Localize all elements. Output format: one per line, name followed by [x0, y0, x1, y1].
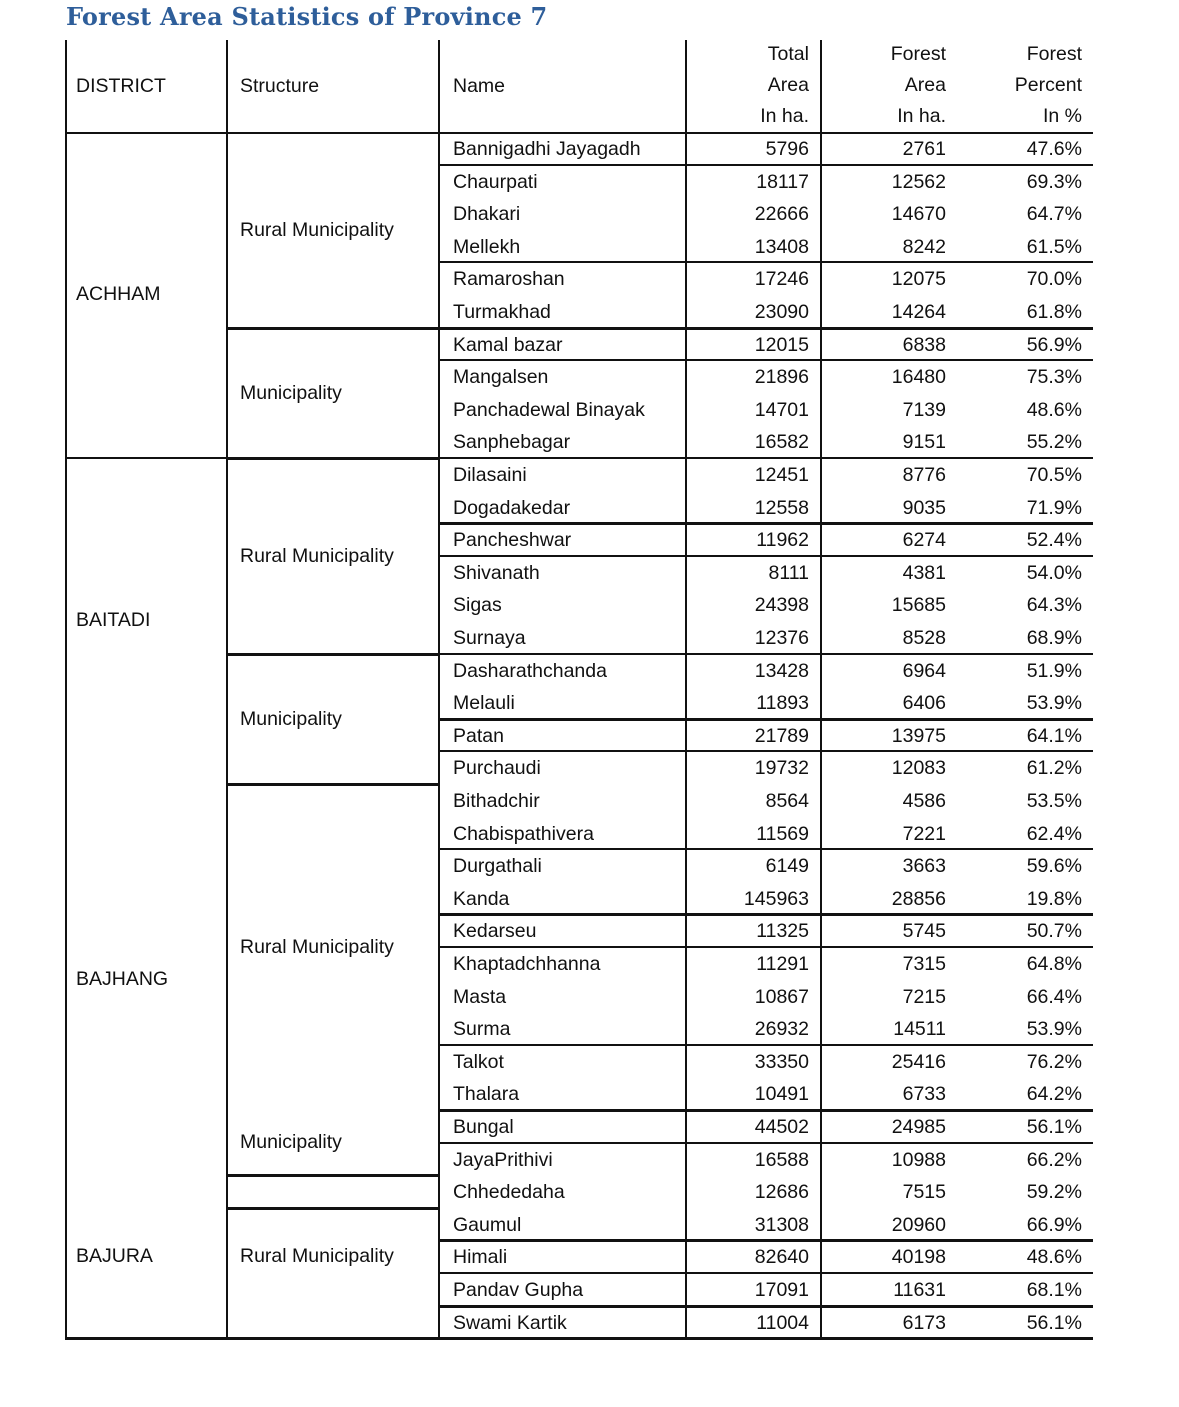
total-area-value: 8111 [768, 561, 809, 584]
column-rule-structure [226, 40, 228, 1338]
forest-area-value: 14511 [893, 1018, 946, 1041]
municipality-name: Ramaroshan [453, 268, 565, 291]
total-area-value: 10491 [754, 1083, 809, 1106]
forest-area-value: 12083 [891, 757, 946, 780]
forest-percent-value: 48.6% [1026, 398, 1082, 421]
municipality-name: Panchadewal Binayak [453, 398, 645, 421]
total-area-value: 44502 [754, 1116, 809, 1138]
forest-percent-value: 64.1% [1026, 724, 1082, 747]
municipality-name: Dilasaini [453, 464, 527, 486]
forest-area-value: 6274 [902, 529, 946, 552]
forest-area-value: 8242 [902, 235, 946, 258]
total-area-value: 22666 [754, 203, 809, 226]
total-area-value: 21789 [754, 724, 809, 747]
forest-percent-value: 68.1% [1026, 1279, 1082, 1301]
total-area-value: 17091 [754, 1279, 809, 1301]
total-area-value: 26932 [754, 1018, 809, 1041]
forest-area-value: 9151 [902, 431, 946, 454]
forest-percent-value: 53.9% [1026, 692, 1082, 715]
total-area-value: 18117 [756, 170, 809, 193]
total-area-value: 11004 [756, 1311, 809, 1334]
forest-area-value: 7221 [902, 822, 946, 845]
total-area-value: 13408 [754, 235, 809, 258]
forest-area-value: 28856 [891, 887, 946, 910]
forest-percent-value: 55.2% [1026, 431, 1082, 454]
total-area-value: 11569 [756, 822, 809, 845]
total-area-value: 11291 [756, 953, 809, 975]
total-area-value: 23090 [754, 301, 809, 323]
forest-percent-value: 76.2% [1026, 1050, 1082, 1073]
forest-area-value: 25416 [891, 1050, 946, 1073]
municipality-name: Talkot [453, 1050, 504, 1073]
municipality-name: Pandav Gupha [453, 1279, 584, 1301]
forest-area-value: 4381 [902, 561, 946, 584]
district-label: BAJHANG [76, 968, 169, 990]
forest-area-value: 6838 [902, 333, 946, 356]
total-area-value: 8564 [765, 790, 809, 812]
header-forest-area-line2: Area [904, 74, 946, 96]
header-structure: Structure [240, 75, 320, 97]
district-label: BAITADI [76, 609, 151, 631]
municipality-name: Thalara [453, 1083, 520, 1106]
forest-area-value: 40198 [891, 1246, 946, 1269]
municipality-name: Bungal [453, 1116, 514, 1138]
forest-area-value: 11631 [893, 1279, 946, 1301]
total-area-value: 11962 [756, 529, 809, 552]
structure-label: Rural Municipality [240, 219, 394, 241]
forest-area-value: 20960 [891, 1213, 946, 1236]
municipality-name: Surnaya [453, 627, 526, 649]
structure-rule [226, 1207, 438, 1210]
forest-area-value: 15685 [891, 594, 946, 617]
forest-percent-value: 47.6% [1026, 138, 1082, 160]
forest-percent-value: 66.9% [1026, 1213, 1082, 1236]
forest-area-value: 2761 [902, 138, 946, 160]
district-label: BAJURA [76, 1245, 153, 1267]
header-district: DISTRICT [76, 75, 166, 97]
municipality-name: Bithadchir [453, 790, 540, 812]
forest-percent-value: 50.7% [1026, 920, 1082, 943]
column-rule-left [65, 40, 67, 1338]
total-area-value: 21896 [754, 366, 809, 389]
municipality-name: Swami Kartik [453, 1311, 567, 1334]
structure-label: Municipality [240, 382, 342, 404]
structure-rule [226, 653, 438, 656]
forest-percent-value: 56.1% [1026, 1311, 1082, 1334]
forest-percent-value: 59.6% [1026, 855, 1082, 878]
forest-area-value: 13975 [891, 724, 946, 747]
forest-area-value: 7139 [902, 398, 946, 421]
total-area-value: 6149 [765, 855, 809, 878]
forest-percent-value: 61.2% [1026, 757, 1082, 780]
total-area-value: 17246 [754, 268, 809, 291]
district-label: ACHHAM [76, 283, 161, 305]
total-area-value: 31308 [754, 1213, 809, 1236]
forest-area-value: 14670 [891, 203, 946, 226]
municipality-name: Chabispathivera [453, 822, 594, 845]
total-area-value: 145963 [743, 887, 809, 910]
forest-percent-value: 66.4% [1026, 985, 1082, 1008]
municipality-name: Masta [453, 985, 507, 1008]
municipality-name: Pancheshwar [453, 529, 572, 552]
total-area-value: 16582 [754, 431, 809, 454]
header-forest-percent-line1: Forest [1026, 43, 1082, 65]
municipality-name: Mangalsen [453, 366, 549, 389]
forest-area-value: 6173 [902, 1311, 946, 1334]
municipality-name: Sigas [453, 594, 502, 617]
forest-area-value: 12075 [891, 268, 946, 291]
forest-percent-value: 70.0% [1026, 268, 1082, 291]
forest-percent-value: 68.9% [1026, 627, 1082, 649]
forest-percent-value: 66.2% [1026, 1148, 1082, 1171]
municipality-name: Durgathali [453, 855, 542, 878]
structure-label: Municipality [240, 708, 342, 730]
forest-percent-value: 52.4% [1026, 529, 1082, 552]
forest-area-value: 6733 [902, 1083, 946, 1106]
municipality-name: Shivanath [453, 561, 540, 584]
forest-percent-value: 61.5% [1026, 235, 1082, 258]
forest-area-value: 10988 [891, 1148, 946, 1171]
header-total-area-line1: Total [767, 43, 809, 65]
forest-area-value: 4586 [902, 790, 946, 812]
total-area-value: 12376 [754, 627, 809, 649]
forest-area-value: 8528 [902, 627, 946, 649]
forest-area-value: 8776 [902, 464, 946, 486]
forest-area-value: 5745 [902, 920, 946, 943]
forest-percent-value: 75.3% [1026, 366, 1082, 389]
structure-rule [226, 783, 438, 786]
total-area-value: 24398 [754, 594, 809, 617]
structure-rule [226, 327, 438, 330]
forest-percent-value: 64.8% [1026, 953, 1082, 975]
municipality-name: Dogadakedar [453, 496, 571, 519]
municipality-name: Mellekh [453, 235, 521, 258]
municipality-name: Surma [453, 1018, 511, 1041]
municipality-name: Chaurpati [453, 170, 538, 193]
total-area-value: 19732 [754, 757, 809, 780]
total-area-value: 11893 [756, 692, 809, 715]
header-forest-area-line3: In ha. [897, 105, 946, 127]
forest-percent-value: 71.9% [1026, 496, 1082, 519]
header-forest-percent-line2: Percent [1014, 74, 1082, 96]
forest-percent-value: 48.6% [1026, 1246, 1082, 1269]
municipality-name: Himali [453, 1246, 508, 1269]
forest-area-value: 16480 [891, 366, 946, 389]
structure-label: Rural Municipality [240, 936, 394, 958]
forest-area-value: 14264 [891, 301, 946, 323]
structure-label: Municipality [240, 1131, 342, 1153]
municipality-name: Kamal bazar [453, 333, 563, 356]
total-area-value: 12686 [754, 1181, 809, 1204]
forest-percent-value: 54.0% [1026, 561, 1082, 584]
forest-area-value: 7315 [902, 953, 946, 975]
forest-percent-value: 64.2% [1026, 1083, 1082, 1106]
municipality-name: Melauli [453, 692, 515, 715]
total-area-value: 11325 [756, 920, 809, 943]
municipality-name: Bannigadhi Jayagadh [453, 138, 641, 160]
forest-percent-value: 70.5% [1026, 464, 1082, 486]
forest-percent-value: 53.5% [1026, 790, 1082, 812]
structure-label: Rural Municipality [240, 545, 394, 567]
forest-area-value: 9035 [902, 496, 946, 519]
total-area-value: 14701 [754, 398, 809, 421]
header-name: Name [453, 75, 506, 97]
total-area-value: 12451 [754, 464, 809, 486]
total-area-value: 10867 [754, 985, 809, 1008]
forest-area-value: 24985 [891, 1116, 946, 1138]
municipality-name: Gaumul [453, 1213, 522, 1236]
forest-percent-value: 61.8% [1026, 301, 1082, 323]
municipality-name: Khaptadchhanna [453, 953, 601, 975]
structure-label: Rural Municipality [240, 1245, 394, 1267]
total-area-value: 16588 [754, 1148, 809, 1171]
forest-percent-value: 64.7% [1026, 203, 1082, 226]
municipality-name: JayaPrithivi [453, 1148, 553, 1171]
forest-percent-value: 53.9% [1026, 1018, 1082, 1041]
total-area-value: 5796 [765, 138, 809, 160]
forest-percent-value: 59.2% [1026, 1181, 1082, 1204]
total-area-value: 13428 [754, 659, 809, 682]
forest-percent-value: 56.9% [1026, 333, 1082, 356]
municipality-name: Kanda [453, 887, 510, 910]
total-area-value: 12015 [754, 333, 809, 356]
header-total-area-line3: In ha. [760, 105, 809, 127]
forest-percent-value: 19.8% [1026, 887, 1082, 910]
structure-rule [226, 1174, 438, 1177]
total-area-value: 33350 [754, 1050, 809, 1073]
page-title: Forest Area Statistics of Province 7 [66, 2, 548, 31]
municipality-name: Chhededaha [453, 1181, 565, 1204]
forest-percent-value: 64.3% [1026, 594, 1082, 617]
municipality-name: Dasharathchanda [453, 659, 607, 682]
total-area-value: 12558 [754, 496, 809, 519]
municipality-name: Dhakari [453, 203, 521, 226]
municipality-name: Turmakhad [453, 301, 551, 323]
municipality-name: Patan [453, 724, 504, 747]
forest-area-value: 12562 [891, 170, 946, 193]
structure-rule [226, 457, 438, 460]
municipality-name: Kedarseu [453, 920, 537, 943]
district-rule [65, 457, 226, 459]
forest-percent-value: 51.9% [1026, 659, 1082, 682]
forest-percent-value: 69.3% [1026, 170, 1082, 193]
header-total-area-line2: Area [767, 74, 809, 96]
municipality-name: Purchaudi [453, 757, 541, 780]
forest-area-value: 3663 [902, 855, 946, 878]
municipality-name: Sanphebagar [453, 431, 571, 454]
forest-area-value: 6964 [902, 659, 946, 682]
header-forest-area-line1: Forest [890, 43, 946, 65]
forest-percent-value: 62.4% [1026, 822, 1082, 845]
forest-area-value: 7215 [902, 985, 946, 1008]
total-area-value: 82640 [754, 1246, 809, 1269]
header-forest-percent-line3: In % [1042, 105, 1082, 127]
forest-percent-value: 56.1% [1026, 1116, 1082, 1138]
forest-area-value: 7515 [902, 1181, 946, 1204]
forest-area-value: 6406 [902, 692, 946, 715]
